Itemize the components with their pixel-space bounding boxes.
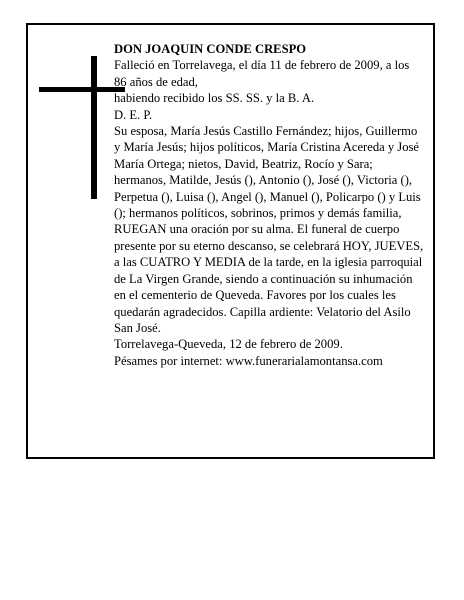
family-list: Su esposa, María Jesús Castillo Fernández; hijos, Guillermo y María Jesús; hijos políticos, María Cristina Acereda y José María Ortega; nietos, David, Beatriz, Rocío y Sara; hermanos, Matilde, Jesús (), Antonio (), José (), Victoria (), Perpetua (), Luisa (), Angel (), Manuel (), Policarpo () y Luis (); hermanos políticos, sobrinos, primos y demás familia, bbox=[114, 124, 421, 221]
death-details: Falleció en Torrelavega, el día 11 de febrero de 2009, a los 86 años de edad, bbox=[114, 58, 410, 89]
obituary-card bbox=[26, 23, 435, 459]
time-connector: , a las bbox=[114, 238, 424, 270]
cross-horizontal-bar bbox=[39, 87, 125, 92]
funeral-day: HOY, JUEVES bbox=[342, 238, 421, 253]
place-date: Torrelavega-Queveda, 12 de febrero de 2009. bbox=[114, 337, 343, 352]
request-lead: RUEGAN bbox=[114, 222, 167, 237]
funeral-time: CUATRO Y MEDIA bbox=[139, 255, 246, 270]
deceased-name: DON JOAQUIN CONDE CRESPO bbox=[114, 42, 307, 56]
sacraments-line: habiendo recibido los SS. SS. y la B. A. bbox=[114, 91, 315, 106]
request-text: una oración por su alma. El funeral de cuerpo presente por su eterno descanso, se celebrará bbox=[114, 222, 400, 253]
rest-in-peace: D. E. P. bbox=[114, 107, 153, 122]
obituary-text bbox=[114, 41, 424, 369]
funeral-location: de la tarde, en la iglesia parroquial de La Virgen Grande, siendo a continuación su inhumación en el cementerio de Queveda. Favores por los cuales les quedarán agradecidos. Capilla ardiente: Velatorio del Asilo San José. bbox=[114, 255, 423, 335]
cross-vertical-bar bbox=[91, 56, 97, 199]
funeral-details bbox=[114, 221, 424, 336]
condolences-link: Pésames por internet: www.funerarialamontansa.com bbox=[114, 353, 383, 368]
